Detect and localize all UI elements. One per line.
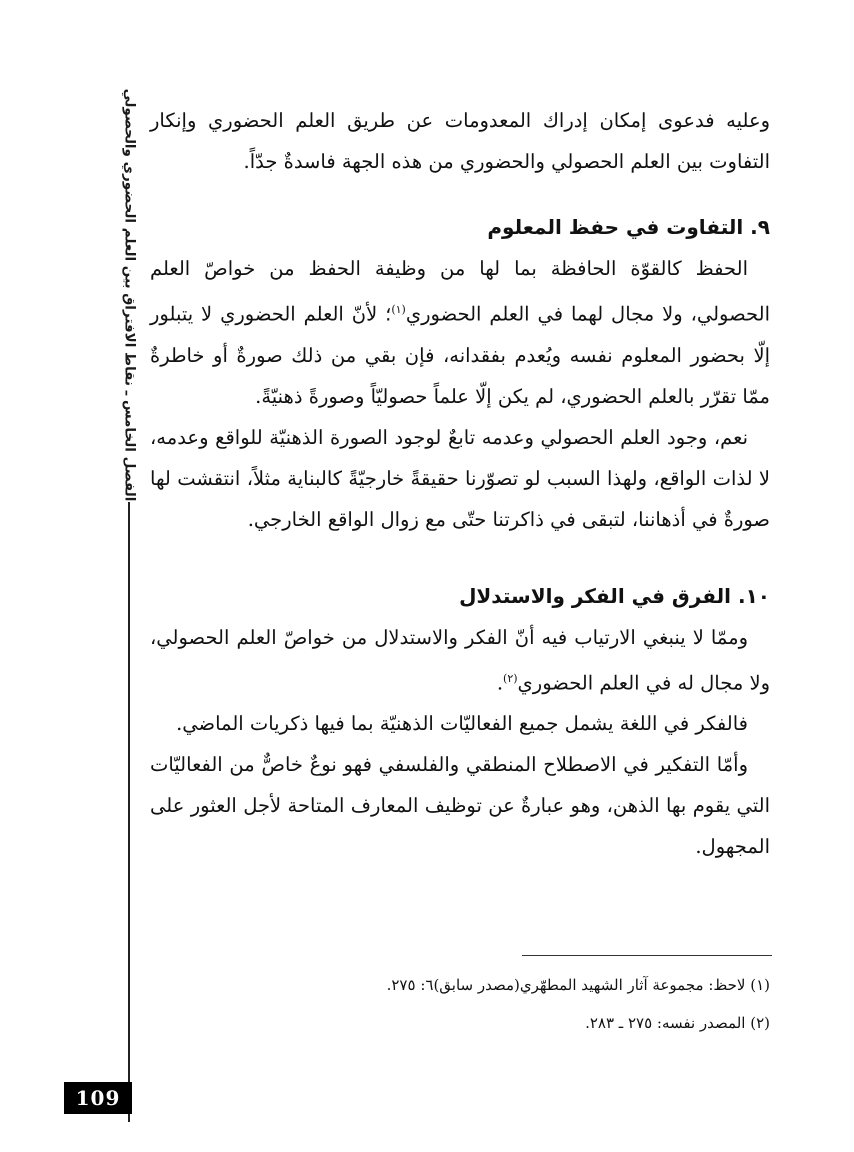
footnotes bbox=[150, 966, 770, 1042]
section-10-paragraph-3: وأمّا التفكير في الاصطلاح المنطقي والفلسفي فهو نوعٌ خاصٌّ من الفعاليّات التي يقوم بها الذهن، وهو عبارةٌ عن توظيف المعارف المتاحة لأجل العثور على المجهول. bbox=[150, 753, 770, 858]
section-10-paragraph-1 bbox=[150, 617, 770, 704]
section-10-paragraph-1-text-a: وممّا لا ينبغي الارتياب فيه أنّ الفكر والاستدلال من خواصّ العلم الحصولي، ولا مجال له في العلم الحضوري bbox=[150, 625, 770, 694]
intro-paragraph: وعليه فدعوى إمكان إدراك المعدومات عن طريق العلم الحضوري وإنكار التفاوت بين العلم الحصولي والحضوري من هذه الجهة فاسدةٌ جدّاً. bbox=[150, 109, 770, 173]
section-9-paragraph-1 bbox=[150, 248, 770, 417]
section-10-heading: ١٠. الفرق في الفكر والاستدلال bbox=[459, 583, 770, 608]
chapter-title: الفصل الخامس ـ نقاط الافتراق بين العلم الحضوري والحصولي bbox=[121, 88, 137, 502]
section-9-paragraph-2: نعم، وجود العلم الحصولي وعدمه تابعٌ لوجود الصورة الذهنيّة للواقع وعدمه، لا لذات الواقع، ولهذا السبب لو تصوّرنا حقيقةً خارجيّةً كالبناية مثلاً، انتقشت لها صورةٌ في أذهاننا، لتبقى في ذاكرتنا حتّى مع زوال الواقع الخارجي. bbox=[150, 425, 770, 531]
margin-rule bbox=[128, 502, 130, 1122]
section-10-paragraph-2: فالفكر في اللغة يشمل جميع الفعاليّات الذهنيّة بما فيها ذكريات الماضي. bbox=[176, 712, 748, 735]
footnote-separator bbox=[522, 955, 772, 956]
page-number: 109 bbox=[64, 1082, 132, 1114]
footnote-1: (١) لاحظ: مجموعة آثار الشهيد المطهّري(مصدر سابق)٦: ٢٧٥. bbox=[386, 976, 770, 994]
running-header bbox=[112, 90, 146, 500]
body-text bbox=[150, 100, 770, 867]
footnote-ref-1: (١) bbox=[391, 303, 406, 316]
footnote-ref-2: (٢) bbox=[503, 671, 518, 685]
section-9-paragraph-1-text-b: ؛ لأنّ العلم الحضوري لا يتبلور إلّا بحضور المعلوم نفسه ويُعدم بفقدانه، فإن بقي من ذلك صورةٌ أو خاطرةٌ ممّا تقرّر بالعلم الحضوري، لم يكن إلّا علماً حصوليّاً وصورةً ذهنيّةً. bbox=[150, 302, 770, 408]
section-10-paragraph-1-text-b: . bbox=[496, 671, 504, 694]
section-9-heading: ٩. التفاوت في حفظ المعلوم bbox=[487, 215, 770, 239]
footnote-2: (٢) المصدر نفسه: ٢٧٥ ـ ٢٨٣. bbox=[585, 1014, 770, 1032]
section-9-paragraph-1-text-a: الحفظ كالقوّة الحافظة بما لها من وظيفة الحفظ من خواصّ العلم الحصولي، ولا مجال لهما في العلم الحضوري bbox=[150, 257, 770, 326]
